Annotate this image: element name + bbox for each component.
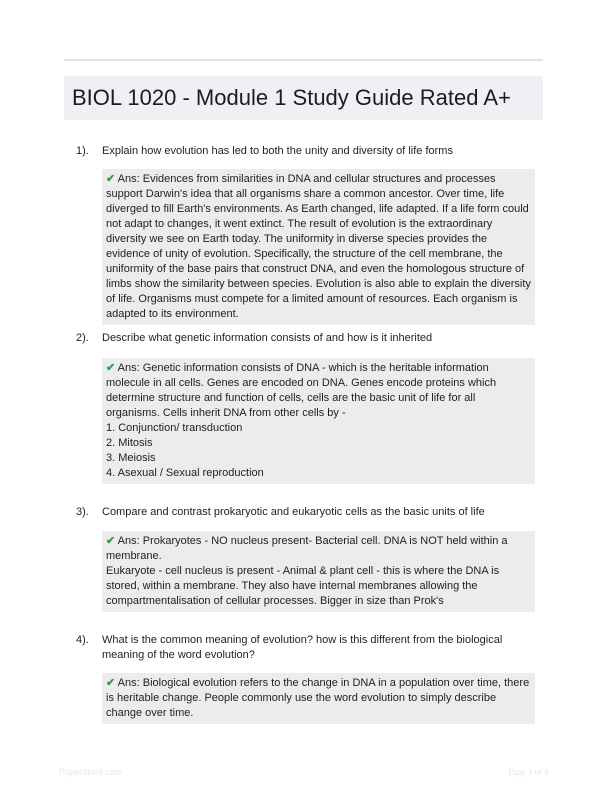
question-block-4	[64, 633, 543, 724]
question-text: Explain how evolution has led to both the unity and diversity of life forms	[102, 145, 453, 157]
answer-text: Eukaryote - cell nucleus is present - Animal & plant cell - this is where the DNA is stored, within a membrane. They also have internal membranes allowing the compartmentalisation of cellular processes. Bigger in size than Prok's	[106, 565, 500, 607]
page-number: Page 1 of 8	[508, 767, 549, 777]
question-block-3	[64, 505, 543, 612]
question-text: What is the common meaning of evolution? how is this different from the biological meaning of the word evolution?	[102, 634, 503, 661]
answer-list-item: 4. Asexual / Sexual reproduction	[106, 467, 264, 479]
question-block-2	[64, 331, 543, 484]
checkmark-icon: ✔	[106, 362, 116, 374]
answer-text: Ans: Prokaryotes - NO nucleus present- Bacterial cell. DNA is NOT held within a membrane.	[106, 535, 508, 562]
question-number: 2).	[76, 332, 89, 344]
question-text: Compare and contrast prokaryotic and eukaryotic cells as the basic units of life	[102, 506, 485, 518]
question-number: 3).	[76, 506, 89, 518]
answer-list-item: 3. Meiosis	[106, 452, 156, 464]
page-title: BIOL 1020 - Module 1 Study Guide Rated A+	[72, 85, 511, 110]
footer-watermark: Paperstore.com	[59, 767, 123, 777]
checkmark-icon: ✔	[106, 535, 116, 547]
answer-text: Ans: Evidences from similarities in DNA and cellular structures and processes support Darwin's idea that all organisms share a common ancestor. Over time, life diverged to fill Earth's environments. As Earth changed, life adapted. If a life form could not adapt to changes, it went extinct. The result of evolution is the extraordinary diversity we see on Earth today. The uniformity in diverse species provides the evidence of unity of evolution. Specifically, the structure of the cell membrane, the uniformity of the base pairs that construct DNA, and even the homologous structure of limbs show the similarity between species. Evolution is also able to explain the diversity of life. Organisms must compete for a limited amount of resources. Each organism is adapted to its environment.	[106, 173, 531, 320]
answer-list-item: 2. Mitosis	[106, 437, 153, 449]
title-banner	[64, 76, 543, 120]
answer-box	[102, 358, 535, 484]
question-text: Describe what genetic information consists of and how is it inherited	[102, 332, 433, 344]
answer-text: Ans: Genetic information consists of DNA - which is the heritable information molecule in all cells. Genes are encoded on DNA. Genes encode proteins which determine structure and function of cells, cells are the basic unit of life for all organisms. Cells inherit DNA from other cells by -	[106, 362, 497, 419]
answer-box	[102, 531, 535, 612]
checkmark-icon: ✔	[106, 173, 116, 185]
question-block-1	[64, 144, 543, 325]
answer-box	[102, 169, 535, 325]
answer-list-item: 1. Conjunction/ transduction	[106, 422, 243, 434]
question-number: 1).	[76, 145, 89, 157]
top-divider	[64, 59, 543, 61]
answer-box	[102, 673, 535, 724]
checkmark-icon: ✔	[106, 677, 116, 689]
question-number: 4).	[76, 634, 89, 646]
answer-text: Ans: Biological evolution refers to the change in DNA in a population over time, there is heritable change. People commonly use the word evolution to simply describe change over time.	[106, 677, 530, 719]
